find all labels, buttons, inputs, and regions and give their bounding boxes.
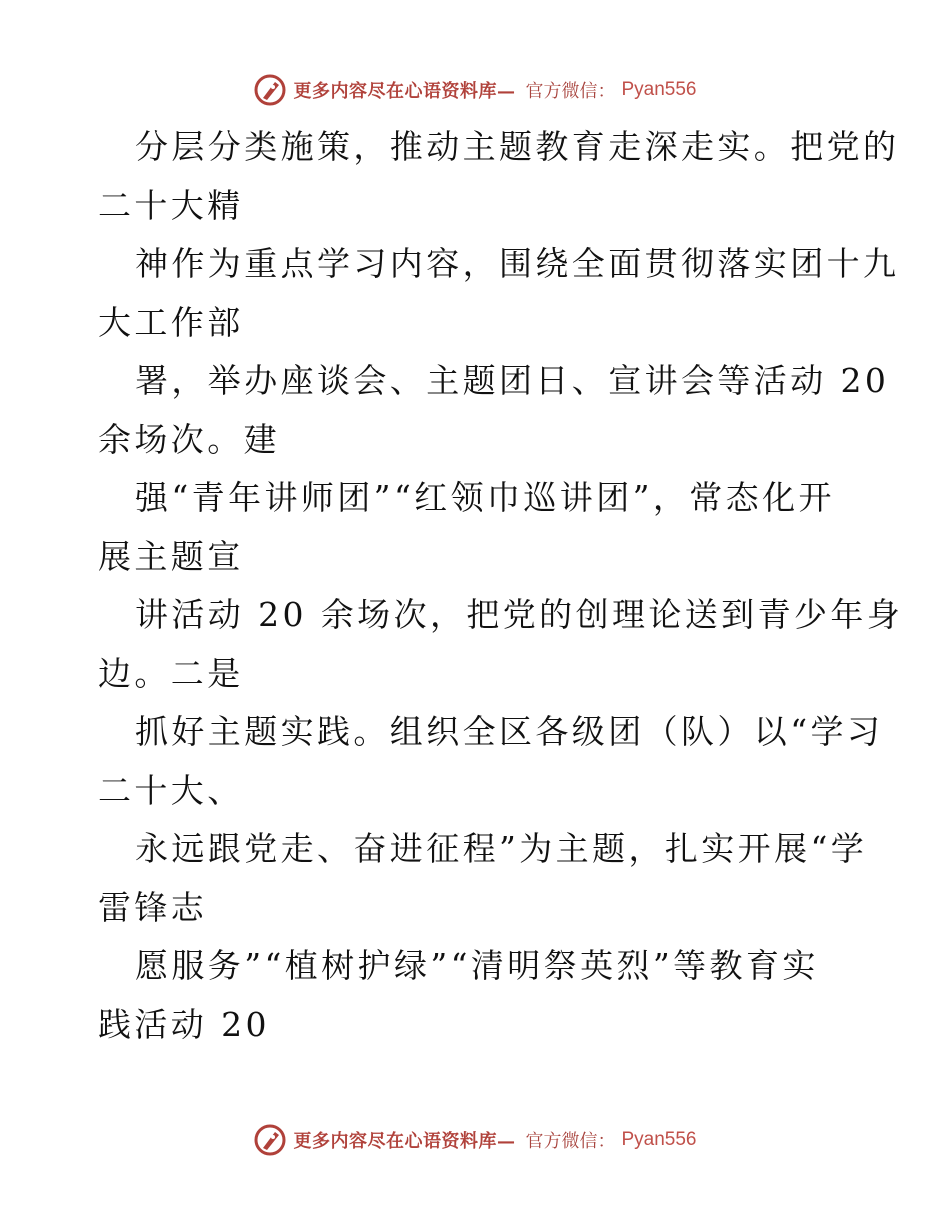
text-line: 二十大、: [98, 770, 244, 810]
text-line: 愿服务”“植树护绿”“清明祭英烈”等教育实: [135, 946, 819, 985]
text-line: 强“青年讲师团”“红领巾巡讲团”，常态化开: [135, 478, 835, 517]
pen-nib-logo-icon: [253, 73, 287, 107]
watermark-wechat-handle: Pyan556: [621, 79, 697, 100]
text-line: 展主题宣: [98, 536, 244, 576]
watermark-wechat-handle: Pyan556: [621, 1129, 697, 1150]
text-line: 分层分类施策，推动主题教育走深走实。把党的: [135, 127, 900, 166]
text-line: 大工作部: [98, 302, 244, 342]
text-line: 永远跟党走、奋进征程”为主题，扎实开展“学: [135, 829, 868, 868]
watermark-text: 更多内容尽在心语资料库—: [293, 1131, 516, 1152]
text-line: 署，举办座谈会、主题团日、宣讲会等活动 20: [135, 361, 890, 400]
footer-watermark: [0, 1120, 950, 1160]
watermark-wechat-label: 官方微信：: [525, 1131, 616, 1152]
text-line: 讲活动 20 余场次，把党的创理论送到青少年身: [135, 595, 904, 634]
text-line: 神作为重点学习内容，围绕全面贯彻落实团十九: [135, 244, 900, 283]
text-line: 践活动 20: [98, 1004, 270, 1044]
pen-nib-logo-icon: [253, 1123, 287, 1157]
header-watermark: [0, 70, 950, 110]
text-line: 二十大精: [98, 185, 244, 225]
document-body: [98, 118, 904, 1054]
watermark-text: 更多内容尽在心语资料库—: [293, 81, 516, 102]
text-line: 雷锋志: [98, 887, 208, 927]
text-line: 抓好主题实践。组织全区各级团（队）以“学习: [135, 712, 884, 751]
text-line: 余场次。建: [98, 419, 280, 459]
text-line: 边。二是: [98, 653, 244, 693]
watermark-wechat-label: 官方微信：: [525, 81, 616, 102]
